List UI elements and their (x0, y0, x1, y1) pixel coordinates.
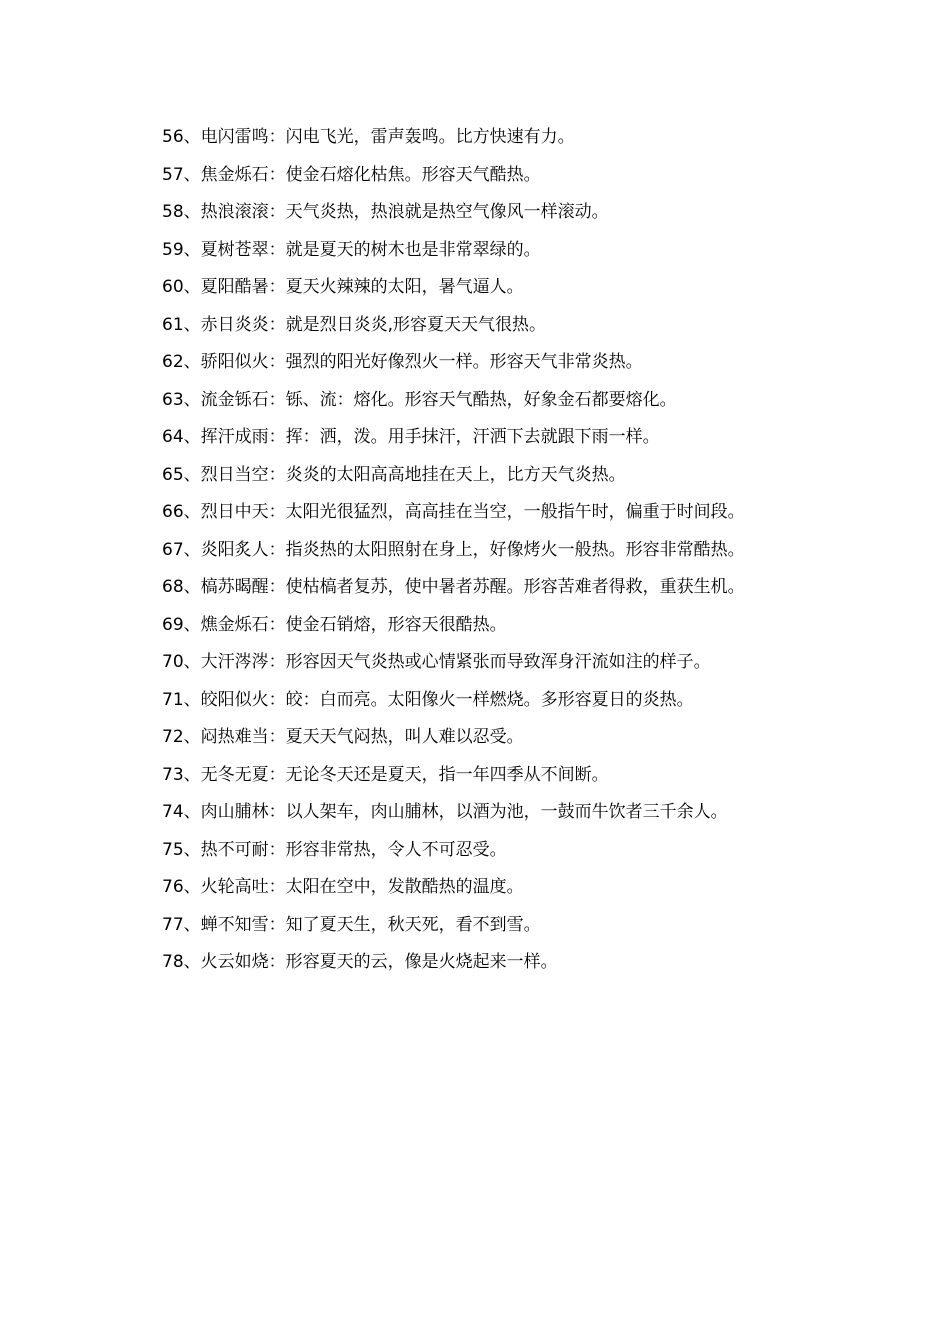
entry-number: 68 (162, 577, 184, 597)
list-item (162, 349, 922, 387)
entry-number: 73 (162, 764, 184, 785)
entry-number: 69 (162, 614, 184, 635)
idiom-list (162, 124, 922, 987)
entry-definition: 炎炎的太阳高高地挂在天上，比方天气炎热。 (285, 464, 626, 485)
entry-term: 肉山脯林 (200, 802, 269, 822)
list-item (162, 837, 922, 875)
entry-colon: ： (268, 464, 286, 485)
list-item (162, 799, 922, 837)
entry-term: 燋金烁石 (200, 614, 269, 635)
entry-sep: 、 (183, 314, 201, 335)
entry-number: 56 (162, 127, 184, 147)
entry-colon: ： (268, 952, 286, 972)
entry-sep: 、 (183, 952, 201, 972)
entry-colon: ： (268, 577, 286, 597)
entry-definition: 使金石销熔，形容天很酷热。 (285, 614, 507, 635)
entry-definition: 铄、流：熔化。形容天气酷热，好象金石都要熔化。 (285, 389, 677, 410)
list-item (162, 612, 922, 650)
entry-term: 骄阳似火 (200, 352, 269, 372)
list-item (162, 649, 922, 687)
list-item (162, 424, 922, 462)
entry-definition: 形容因天气炎热或心情紧张而导致浑身汗流如注的样子。 (285, 652, 711, 672)
entry-term: 槁苏暍醒 (200, 577, 269, 597)
entry-term: 流金铄石 (200, 389, 269, 410)
entry-sep: 、 (183, 164, 201, 185)
entry-colon: ： (268, 277, 286, 297)
list-item (162, 199, 922, 237)
entry-colon: ： (268, 239, 286, 260)
entry-term: 火云如烧 (200, 952, 269, 972)
entry-definition: 太阳在空中，发散酷热的温度。 (285, 877, 524, 897)
entry-colon: ： (268, 689, 286, 710)
entry-term: 热浪滚滚 (200, 202, 269, 222)
entry-definition: 指炎热的太阳照射在身上，好像烤火一般热。形容非常酷热。 (285, 539, 745, 560)
list-item (162, 237, 922, 275)
entry-number: 76 (162, 877, 184, 897)
entry-number: 67 (162, 539, 184, 560)
entry-definition: 皎：白而亮。太阳像火一样燃烧。多形容夏日的炎热。 (285, 689, 694, 710)
entry-number: 71 (162, 689, 184, 710)
entry-term: 火轮高吐 (200, 877, 269, 897)
list-item (162, 162, 922, 200)
entry-number: 60 (162, 277, 184, 297)
entry-definition: 使枯槁者复苏，使中暑者苏醒。形容苦难者得救，重获生机。 (285, 577, 745, 597)
entry-term: 闷热难当 (200, 727, 269, 747)
entry-term: 夏树苍翠 (200, 239, 269, 260)
entry-sep: 、 (183, 689, 201, 710)
list-item (162, 312, 922, 350)
entry-number: 77 (162, 914, 184, 935)
list-item (162, 537, 922, 575)
entry-number: 65 (162, 464, 184, 485)
entry-term: 无冬无夏 (200, 764, 269, 785)
entry-term: 烈日中天 (200, 502, 269, 522)
entry-sep: 、 (183, 352, 201, 372)
entry-definition: 就是烈日炎炎,形容夏天天气很热。 (285, 314, 547, 335)
entry-sep: 、 (183, 427, 201, 447)
entry-colon: ： (268, 539, 286, 560)
entry-definition: 就是夏天的树木也是非常翠绿的。 (285, 239, 541, 260)
entry-colon: ： (268, 727, 286, 747)
entry-term: 热不可耐 (200, 839, 269, 860)
list-item (162, 574, 922, 612)
entry-definition: 形容夏天的云，像是火烧起来一样。 (285, 952, 558, 972)
entry-definition: 知了夏天生，秋天死，看不到雪。 (285, 914, 541, 935)
entry-colon: ： (268, 314, 286, 335)
entry-number: 59 (162, 239, 184, 260)
entry-sep: 、 (183, 127, 201, 147)
entry-term: 电闪雷鸣 (200, 127, 269, 147)
entry-number: 78 (162, 952, 184, 972)
entry-sep: 、 (183, 652, 201, 672)
list-item (162, 912, 922, 950)
entry-term: 烈日当空 (200, 464, 269, 485)
entry-sep: 、 (183, 727, 201, 747)
entry-sep: 、 (183, 914, 201, 935)
list-item (162, 687, 922, 725)
entry-definition: 强烈的阳光好像烈火一样。形容天气非常炎热。 (285, 352, 643, 372)
entry-sep: 、 (183, 277, 201, 297)
entry-number: 70 (162, 652, 184, 672)
list-item (162, 949, 922, 987)
entry-term: 焦金烁石 (200, 164, 269, 185)
list-item (162, 724, 922, 762)
entry-sep: 、 (183, 539, 201, 560)
entry-sep: 、 (183, 614, 201, 635)
entry-definition: 以人架车，肉山脯林，以酒为池，一鼓而牛饮者三千余人。 (285, 802, 728, 822)
entry-colon: ： (268, 652, 286, 672)
entry-definition: 夏天火辣辣的太阳，暑气逼人。 (285, 277, 524, 297)
entry-sep: 、 (183, 577, 201, 597)
entry-colon: ： (268, 202, 286, 222)
entry-number: 75 (162, 839, 184, 860)
entry-colon: ： (268, 877, 286, 897)
entry-sep: 、 (183, 877, 201, 897)
entry-term: 蝉不知雪 (200, 914, 269, 935)
entry-number: 61 (162, 314, 184, 335)
entry-colon: ： (268, 764, 286, 785)
list-item (162, 762, 922, 800)
entry-colon: ： (268, 352, 286, 372)
entry-colon: ： (268, 914, 286, 935)
entry-colon: ： (268, 802, 286, 822)
entry-definition: 形容非常热，令人不可忍受。 (285, 839, 507, 860)
entry-term: 挥汗成雨 (200, 427, 269, 447)
entry-colon: ： (268, 427, 286, 447)
entry-sep: 、 (183, 464, 201, 485)
entry-colon: ： (268, 839, 286, 860)
entry-sep: 、 (183, 389, 201, 410)
list-item (162, 274, 922, 312)
entry-term: 大汗涔涔 (200, 652, 269, 672)
entry-colon: ： (268, 127, 286, 147)
entry-number: 57 (162, 164, 184, 185)
entry-sep: 、 (183, 239, 201, 260)
list-item (162, 499, 922, 537)
entry-sep: 、 (183, 802, 201, 822)
entry-sep: 、 (183, 839, 201, 860)
entry-number: 58 (162, 202, 184, 222)
entry-colon: ： (268, 614, 286, 635)
entry-definition: 使金石熔化枯焦。形容天气酷热。 (285, 164, 541, 185)
entry-number: 74 (162, 802, 184, 822)
entry-sep: 、 (183, 764, 201, 785)
entry-definition: 太阳光很猛烈，高高挂在当空，一般指午时，偏重于时间段。 (285, 502, 745, 522)
entry-number: 64 (162, 427, 184, 447)
entry-number: 72 (162, 727, 184, 747)
entry-term: 皎阳似火 (200, 689, 269, 710)
entry-term: 赤日炎炎 (200, 314, 269, 335)
entry-sep: 、 (183, 502, 201, 522)
entry-term: 炎阳炙人 (200, 539, 269, 560)
entry-definition: 挥：洒，泼。用手抹汗，汗洒下去就跟下雨一样。 (285, 427, 660, 447)
list-item (162, 462, 922, 500)
entry-number: 63 (162, 389, 184, 410)
entry-definition: 无论冬天还是夏天，指一年四季从不间断。 (285, 764, 609, 785)
entry-definition: 天气炎热，热浪就是热空气像风一样滚动。 (285, 202, 609, 222)
entry-colon: ： (268, 164, 286, 185)
list-item (162, 874, 922, 912)
list-item (162, 124, 922, 162)
entry-term: 夏阳酷暑 (200, 277, 269, 297)
entry-colon: ： (268, 502, 286, 522)
entry-sep: 、 (183, 202, 201, 222)
entry-colon: ： (268, 389, 286, 410)
entry-number: 62 (162, 352, 184, 372)
entry-definition: 夏天天气闷热，叫人难以忍受。 (285, 727, 524, 747)
entry-definition: 闪电飞光，雷声轰鸣。比方快速有力。 (285, 127, 575, 147)
entry-number: 66 (162, 502, 184, 522)
list-item (162, 387, 922, 425)
